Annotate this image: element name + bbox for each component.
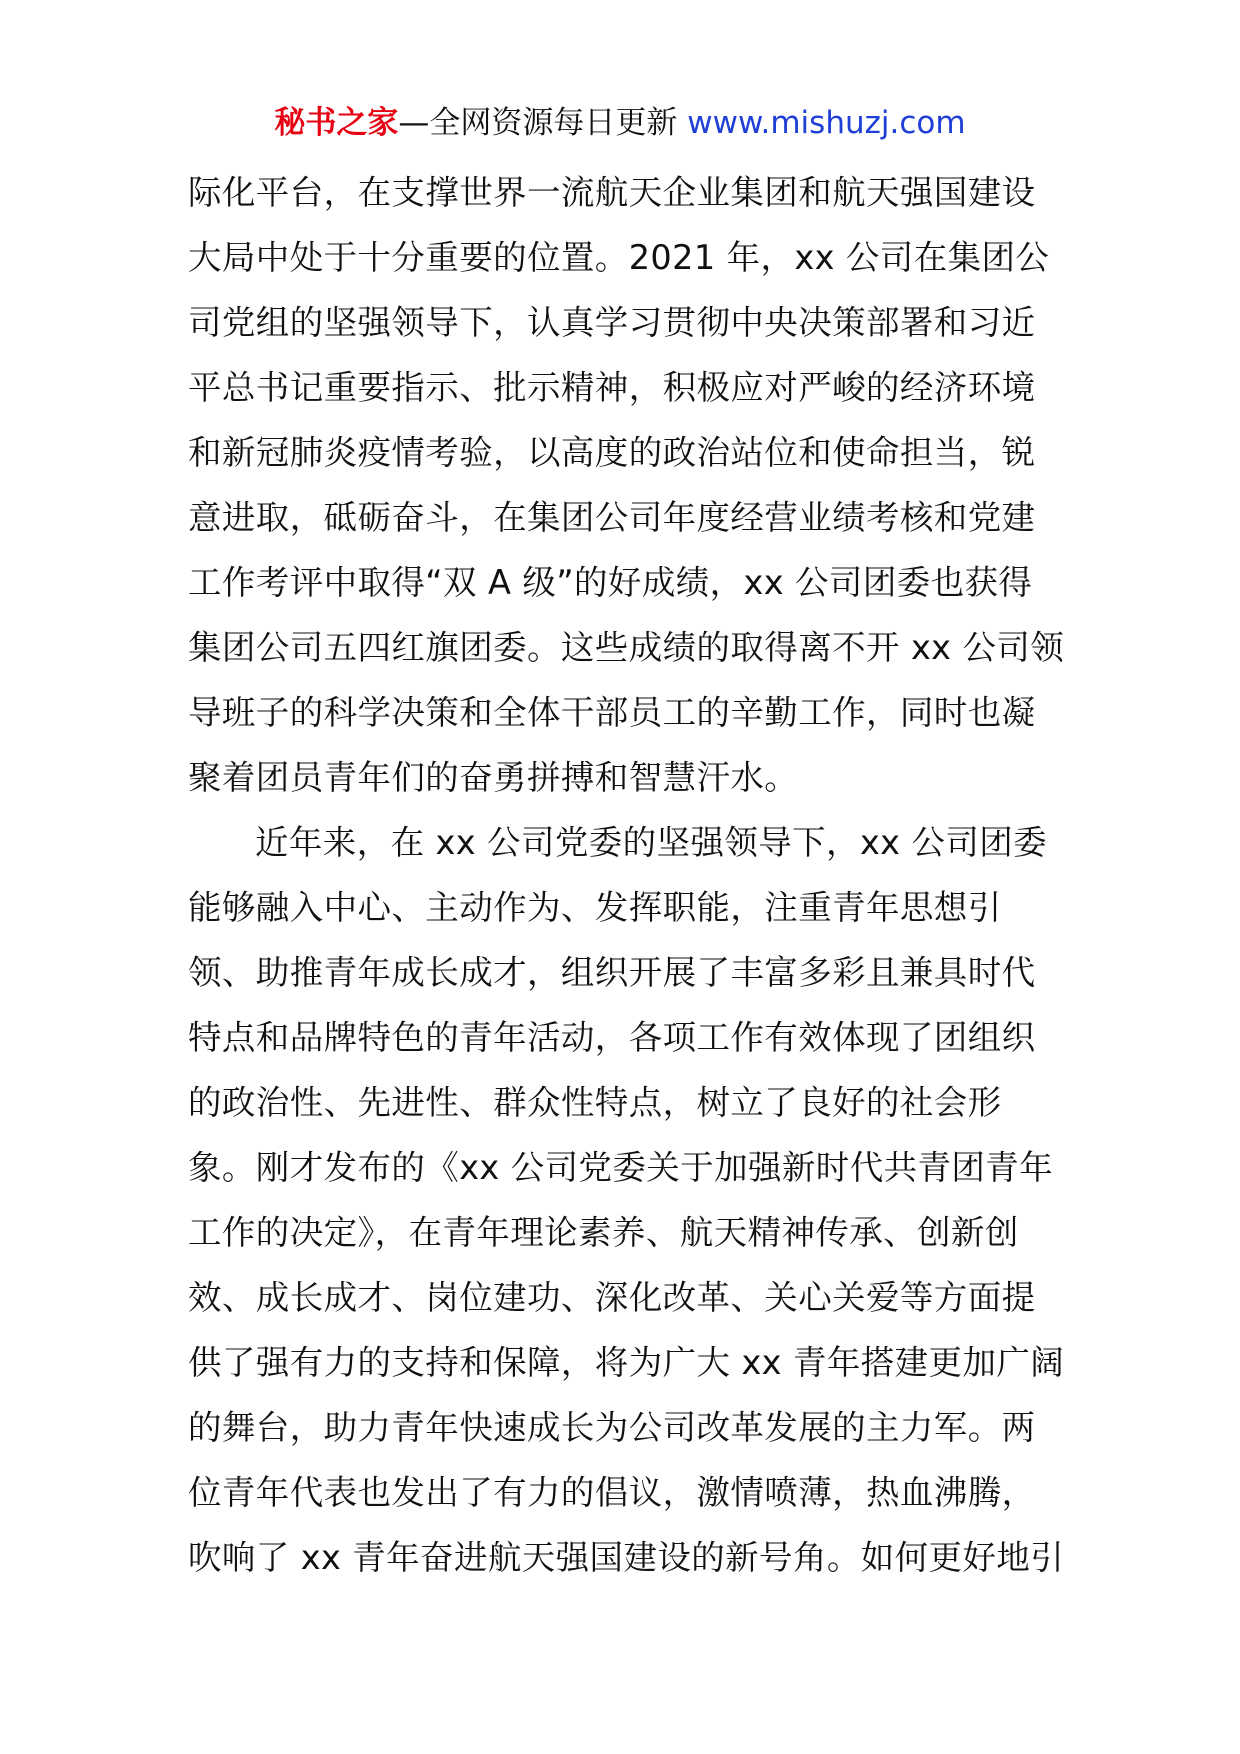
page-header (0, 102, 1240, 144)
header-url-link[interactable]: www.mishuzj.com (687, 105, 966, 141)
text-line: 工作考评中取得“双 A 级”的好成绩，xx 公司团委也获得 (188, 563, 1033, 602)
text-line: 和新冠肺炎疫情考验，以高度的政治站位和使命担当，锐 (188, 433, 1036, 472)
text-line: 大局中处于十分重要的位置。2021 年，xx 公司在集团公 (188, 238, 1050, 277)
paragraph-first-line: 近年来，在 xx 公司党委的坚强领导下，xx 公司团委 (255, 823, 1048, 862)
text-line: 供了强有力的支持和保障，将为广大 xx 青年搭建更加广阔 (188, 1343, 1065, 1382)
text-line: 工作的决定》，在青年理论素养、航天精神传承、创新创 (188, 1213, 1019, 1252)
text-line: 特点和品牌特色的青年活动，各项工作有效体现了团组织 (188, 1018, 1036, 1057)
text-line: 领、助推青年成长成才，组织开展了丰富多彩且兼具时代 (188, 953, 1036, 992)
text-line: 的政治性、先进性、群众性特点，树立了良好的社会形 (188, 1083, 1002, 1122)
brand-name: 秘书之家 (274, 105, 399, 141)
text-line: 导班子的科学决策和全体干部员工的辛勤工作，同时也凝 (188, 693, 1036, 732)
text-line: 意进取，砥砺奋斗，在集团公司年度经营业绩考核和党建 (188, 498, 1036, 537)
text-line: 象。刚才发布的《xx 公司党委关于加强新时代共青团青年 (188, 1148, 1054, 1187)
text-line: 位青年代表也发出了有力的倡议，激情喷薄，热血沸腾， (188, 1473, 1036, 1512)
text-line: 聚着团员青年们的奋勇拼搏和智慧汗水。 (188, 758, 799, 797)
text-line: 司党组的坚强领导下，认真学习贯彻中央决策部署和习近 (188, 303, 1036, 342)
text-line: 的舞台，助力青年快速成长为公司改革发展的主力军。两 (188, 1408, 1036, 1447)
text-line: 际化平台，在支撑世界一流航天企业集团和航天强国建设 (188, 173, 1036, 212)
text-line: 平总书记重要指示、批示精神，积极应对严峻的经济环境 (188, 368, 1036, 407)
text-line: 能够融入中心、主动作为、发挥职能，注重青年思想引 (188, 888, 1002, 927)
header-tagline: —全网资源每日更新 (398, 105, 688, 141)
text-line: 效、成长成才、岗位建功、深化改革、关心关爱等方面提 (188, 1278, 1036, 1317)
document-body (188, 160, 1065, 1590)
text-line: 集团公司五四红旗团委。这些成绩的取得离不开 xx 公司领 (188, 628, 1065, 667)
text-line: 吹响了 xx 青年奋进航天强国建设的新号角。如何更好地引 (188, 1538, 1065, 1577)
